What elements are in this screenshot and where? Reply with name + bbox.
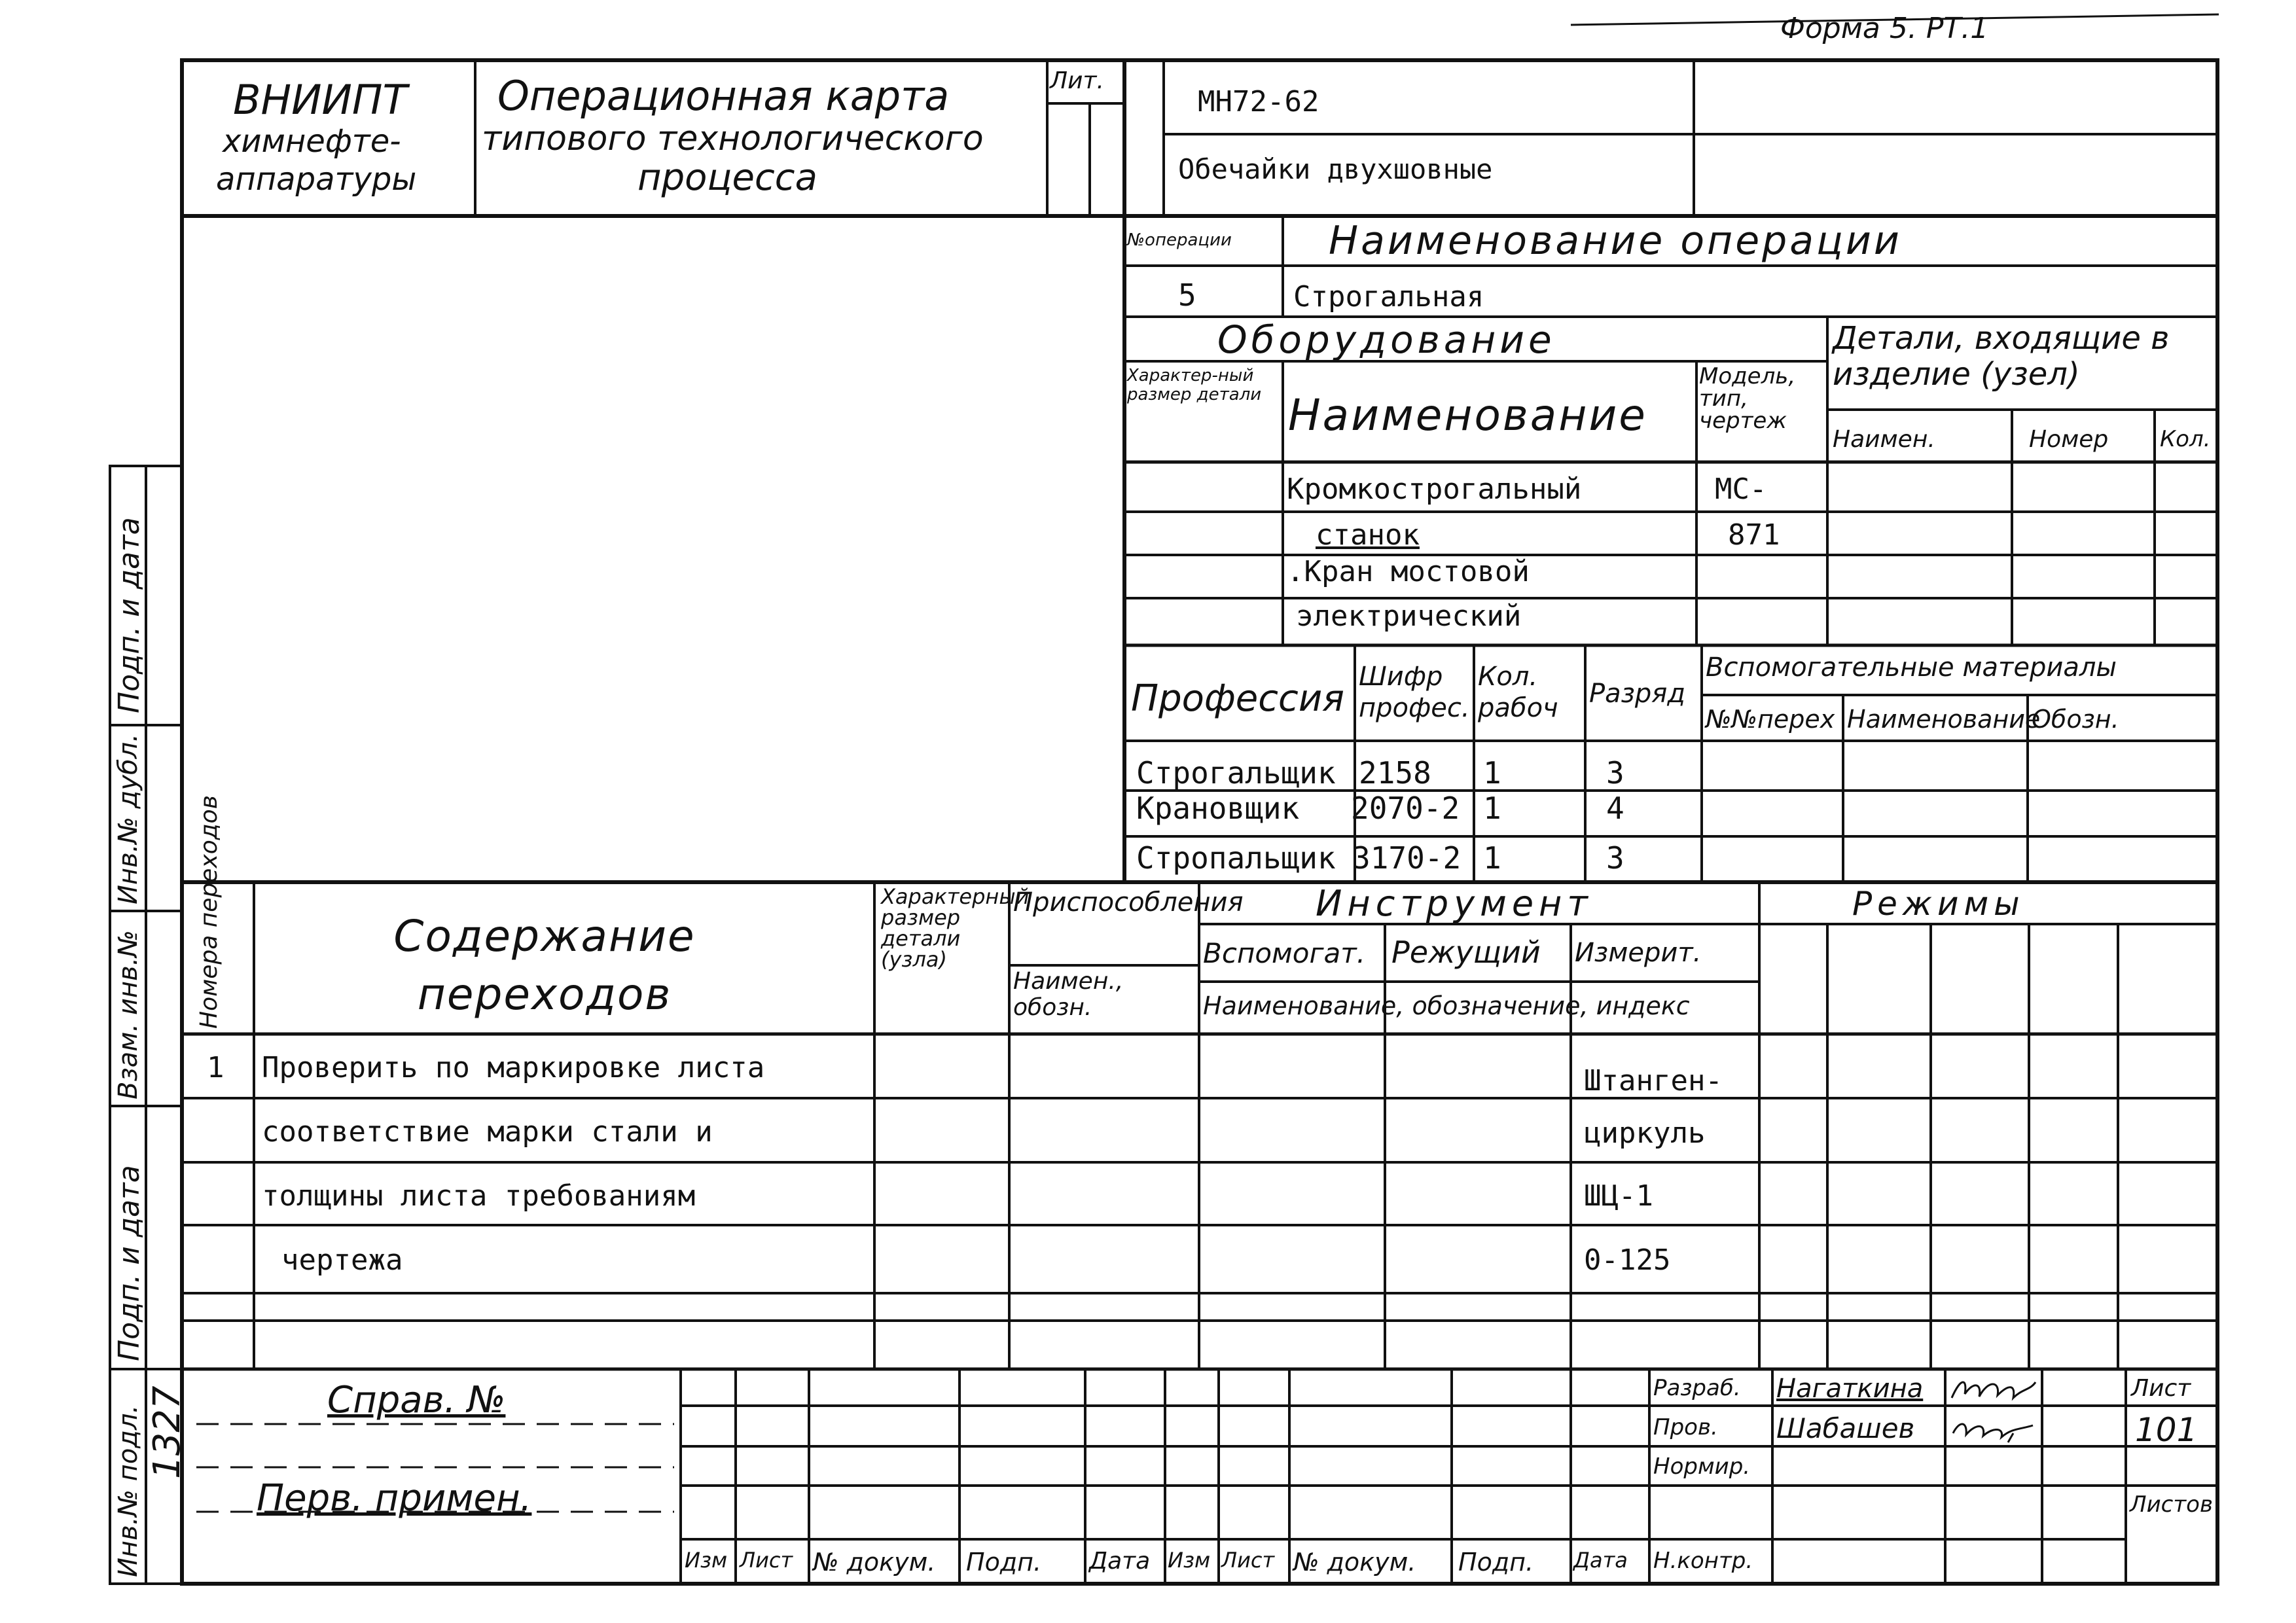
worker-profession: Крановщик: [1136, 791, 1300, 826]
equipment-row-name: станок: [1316, 518, 1420, 552]
transition-measuring-tool: 0-125: [1584, 1243, 1671, 1277]
equipment-char-size-header: Характер-ный размер детали: [1127, 366, 1262, 405]
side-vzam-inv: Взам. инв.№: [113, 930, 143, 1099]
operation-number: 5: [1178, 277, 1196, 313]
equipment-row-name: электрический: [1296, 599, 1522, 633]
worker-grade: 4: [1606, 791, 1624, 826]
equipment-row-model: МС-: [1715, 473, 1767, 506]
equipment-row-name: .Кран мостовой: [1287, 555, 1530, 588]
worker-count: 1: [1483, 840, 1501, 876]
tool-sub-header: Наименование, обозначение, индекс: [1203, 991, 1690, 1020]
document-title-line2: типового технологического: [482, 119, 984, 158]
role-prov: Пров.: [1653, 1414, 1718, 1440]
sheets-label: Листов: [2130, 1491, 2214, 1518]
worker-grade: 3: [1606, 755, 1624, 791]
fixtures-sub-header: Наимен., обозн.: [1013, 968, 1124, 1021]
aux-materials-title: Вспомогательные материалы: [1706, 652, 2117, 683]
worker-profession: Стропальщик: [1136, 840, 1336, 876]
profession-code-header: Шифр профес.: [1359, 662, 1470, 723]
worker-grade: 3: [1606, 840, 1624, 876]
parts-name-header: Наимен.: [1833, 426, 1935, 453]
signature-razrab: [1948, 1374, 2039, 1404]
side-inv-podl: Инв.№ подл.: [113, 1404, 143, 1577]
parts-qty-header: Кол.: [2160, 426, 2211, 452]
role-kontr: Н.контр.: [1653, 1548, 1753, 1574]
document-code: МН72-62: [1198, 85, 1319, 118]
col-data-label: Дата: [1573, 1548, 1628, 1573]
aux-designation-header: Обозн.: [2032, 705, 2119, 734]
form-label: Форма 5. РТ.1: [1780, 12, 1989, 45]
col-podp-label: Подп.: [1458, 1548, 1534, 1577]
col-dokum-label: № докум.: [813, 1548, 936, 1577]
worker-code: 2158: [1359, 755, 1431, 791]
perv-primen-label: Перв. примен.: [257, 1477, 532, 1520]
signature-prov: [1948, 1414, 2039, 1444]
fixtures-header: Приспособления: [1013, 887, 1244, 918]
parts-number-header: Номер: [2029, 426, 2109, 453]
col-izm-label: Изм: [685, 1548, 728, 1573]
worker-code: 2070-2: [1351, 791, 1460, 826]
col-list-label: Лист: [740, 1548, 793, 1573]
col-podp-label: Подп.: [966, 1548, 1042, 1577]
transition-numbers-header: Номера переходов: [196, 795, 223, 1029]
org-name-line3: аппаратуры: [216, 161, 417, 198]
sheet-number: 101: [2135, 1411, 2198, 1449]
col-dokum-label: № докум.: [1293, 1548, 1416, 1577]
worker-code: 3170-2: [1352, 840, 1462, 876]
sprav-label: Справ. №: [327, 1379, 506, 1421]
operation-name-header: Наименование операции: [1329, 218, 1902, 264]
tool-measuring-header: Измерит.: [1575, 938, 1702, 968]
document-title-line3: процесса: [637, 156, 817, 199]
operation-name: Строгальная: [1293, 280, 1484, 313]
equipment-title: Оборудование: [1217, 317, 1556, 362]
side-inv-dubl: Инв.№ дубл.: [113, 734, 143, 904]
transition-content-header: Содержание переходов: [393, 911, 696, 1020]
org-name-line2: химнефте-: [223, 123, 401, 160]
col-data-label: Дата: [1089, 1548, 1151, 1575]
transition-content: соответствие марки стали и: [262, 1115, 713, 1149]
document-title: Операционная карта: [497, 72, 950, 120]
equipment-name-header: Наименование: [1288, 390, 1647, 440]
role-razrab: Разраб.: [1653, 1375, 1741, 1401]
transition-measuring-tool: Штанген-: [1584, 1064, 1723, 1097]
transition-content: Проверить по маркировке листа: [262, 1051, 765, 1084]
transition-content: чертежа: [281, 1243, 403, 1277]
role-normir: Нормир.: [1653, 1454, 1751, 1480]
transition-number: 1: [207, 1051, 224, 1084]
equipment-row-model: 871: [1728, 518, 1780, 552]
org-name: ВНИИПТ: [233, 76, 408, 124]
parts-title: Детали, входящие в изделие (узел): [1833, 320, 2170, 393]
worker-count: 1: [1483, 791, 1501, 826]
tools-title: Инструмент: [1316, 883, 1593, 924]
tool-aux-header: Вспомогат.: [1203, 937, 1366, 969]
equipment-row-name: Кромкострогальный: [1287, 473, 1582, 506]
lit-label: Лит.: [1050, 67, 1104, 94]
sheet-label: Лист: [2131, 1375, 2191, 1402]
aux-transition-header: №№перех: [1706, 705, 1835, 734]
side-inv-number: 1327: [146, 1385, 188, 1479]
side-podp-data-bottom: Подп. и дата: [113, 1165, 146, 1361]
transition-measuring-tool: циркуль: [1584, 1116, 1706, 1150]
name-razrab: Нагаткина: [1776, 1374, 1924, 1404]
profession-header: Профессия: [1131, 677, 1344, 720]
aux-name-header: Наименование: [1847, 705, 2041, 734]
side-podp-data-top: Подп. и дата: [113, 517, 146, 713]
modes-title: Режимы: [1852, 885, 2025, 923]
equipment-model-header: Модель, тип, чертеж: [1699, 363, 1796, 434]
name-prov: Шабашев: [1776, 1412, 1915, 1444]
operation-number-header: №операции: [1127, 230, 1232, 250]
worker-profession: Строгальщик: [1136, 755, 1336, 791]
transition-measuring-tool: ШЦ-1: [1584, 1179, 1653, 1213]
tool-cutting-header: Режущий: [1391, 935, 1541, 970]
transition-content: толщины листа требованиям: [262, 1179, 696, 1213]
col-izm-label: Изм: [1168, 1548, 1211, 1573]
worker-count-header: Кол. рабоч: [1478, 662, 1558, 723]
char-size-header: Характерный размер детали (узла): [881, 884, 1030, 972]
grade-header: Разряд: [1589, 679, 1686, 709]
col-list-label: Лист: [1221, 1548, 1275, 1573]
worker-count: 1: [1483, 755, 1501, 791]
product-name: Обечайки двухшовные: [1178, 153, 1493, 185]
